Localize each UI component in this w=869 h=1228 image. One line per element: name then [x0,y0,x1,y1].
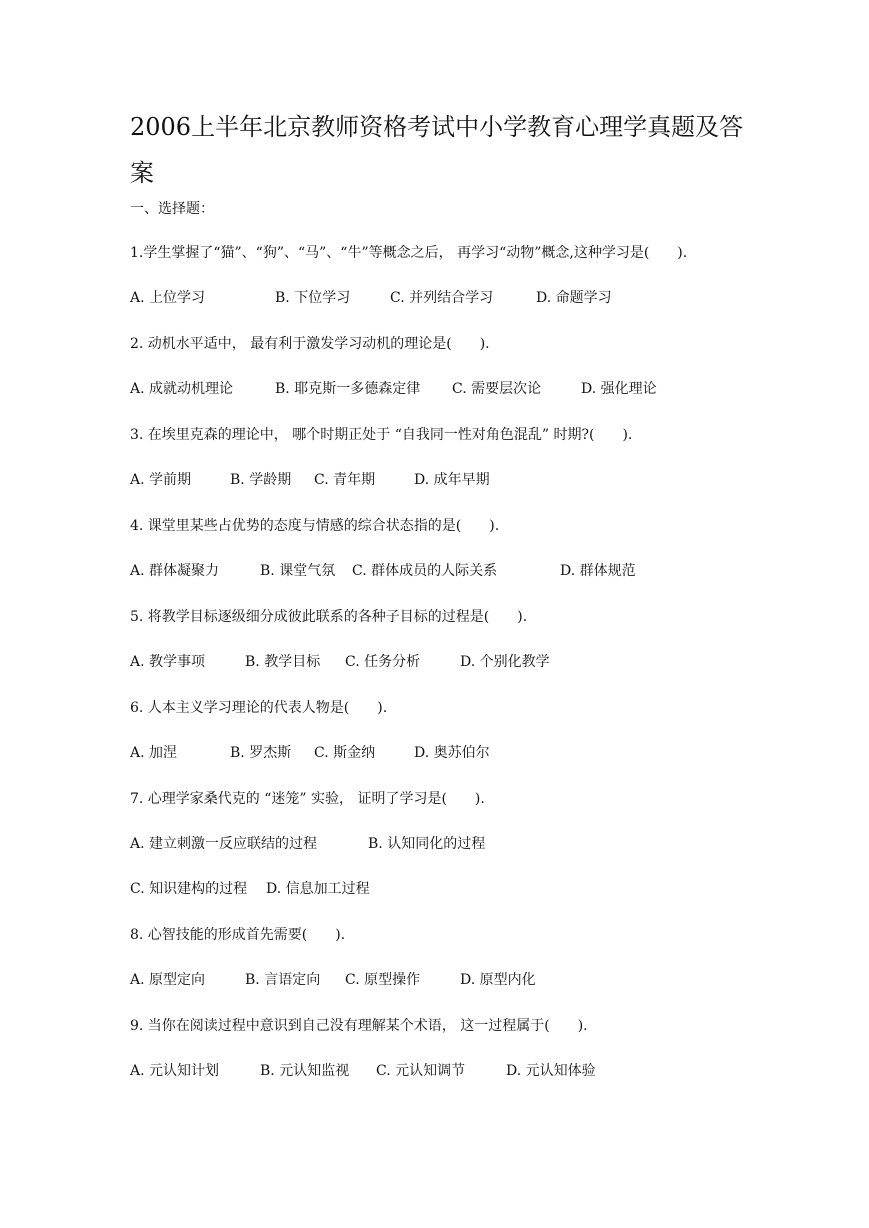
question-9-option-d: D. 元认知体验 [506,1063,596,1079]
question-4-stem: 4. 课堂里某些占优势的态度与情感的综合状态指的是( ). [130,518,500,534]
question-6-option-b: B. 罗杰斯 [230,745,292,761]
question-3-option-b: B. 学龄期 [230,472,292,488]
question-2-option-c: C. 需要层次论 [452,381,542,397]
question-6-option-c: C. 斯金纳 [314,745,376,761]
question-4-option-a: A. 群体凝聚力 [130,563,220,579]
question-5-option-c: C. 任务分析 [345,654,421,670]
question-5-option-d: D. 个别化教学 [460,654,550,670]
question-3-stem: 3. 在埃里克森的理论中， 哪个时期正处于 “自我同一性对角色混乱” 时期?( ). [130,427,633,443]
question-2-option-b: B. 耶克斯一多德森定律 [275,381,421,397]
question-9-option-b: B. 元认知监视 [260,1063,350,1079]
question-5-stem: 5. 将教学目标逐级细分成彼此联系的各种子目标的过程是( ). [130,609,528,625]
question-9-stem: 9. 当你在阅读过程中意识到自己没有理解某个术语， 这一过程属于( ). [130,1018,588,1034]
question-4-option-b: B. 课堂气氛 [260,563,336,579]
section-heading: 一、选择题： [130,201,214,217]
question-7-option-c: C. 知识建构的过程 [130,881,248,897]
question-6-stem: 6. 人本主义学习理论的代表人物是( ). [130,700,388,716]
question-7-option-b: B. 认知同化的过程 [368,836,486,852]
question-6-option-d: D. 奥苏伯尔 [414,745,490,761]
question-9-option-a: A. 元认知计划 [130,1063,220,1079]
document-title-line-2: 案 [130,159,154,187]
document-title-line-1: 2006上半年北京教师资格考试中小学教育心理学真题及答 [130,113,744,141]
question-8-option-d: D. 原型内化 [460,972,536,988]
question-1-option-b: B. 下位学习 [275,290,351,306]
question-8-option-b: B. 言语定向 [245,972,321,988]
question-8-option-a: A. 原型定向 [130,972,206,988]
question-8-stem: 8. 心智技能的形成首先需要( ). [130,927,346,943]
question-7-option-d: D. 信息加工过程 [266,881,370,897]
question-7-option-a: A. 建立刺激一反应联结的过程 [130,836,318,852]
question-2-option-d: D. 强化理论 [581,381,657,397]
question-1-option-c: C. 并列结合学习 [390,290,494,306]
question-6-option-a: A. 加涅 [130,745,178,761]
question-4-option-c: C. 群体成员的人际关系 [352,563,498,579]
question-1-option-d: D. 命题学习 [536,290,612,306]
question-9-option-c: C. 元认知调节 [376,1063,466,1079]
question-2-option-a: A. 成就动机理论 [130,381,234,397]
question-1-stem: 1.学生掌握了“猫”、“狗”、“马”、“牛”等概念之后， 再学习“动物”概念,这种学习是( ). [130,245,688,261]
question-4-option-d: D. 群体规范 [560,563,636,579]
question-2-stem: 2. 动机水平适中， 最有利于激发学习动机的理论是( ). [130,336,490,352]
question-3-option-d: D. 成年早期 [414,472,490,488]
question-7-stem: 7. 心理学家桑代克的 “迷笼” 实验， 证明了学习是( ). [130,791,485,807]
question-8-option-c: C. 原型操作 [345,972,421,988]
question-3-option-a: A. 学前期 [130,472,192,488]
question-3-option-c: C. 青年期 [314,472,376,488]
question-5-option-a: A. 教学事项 [130,654,206,670]
question-5-option-b: B. 教学目标 [245,654,321,670]
question-1-option-a: A. 上位学习 [130,290,206,306]
